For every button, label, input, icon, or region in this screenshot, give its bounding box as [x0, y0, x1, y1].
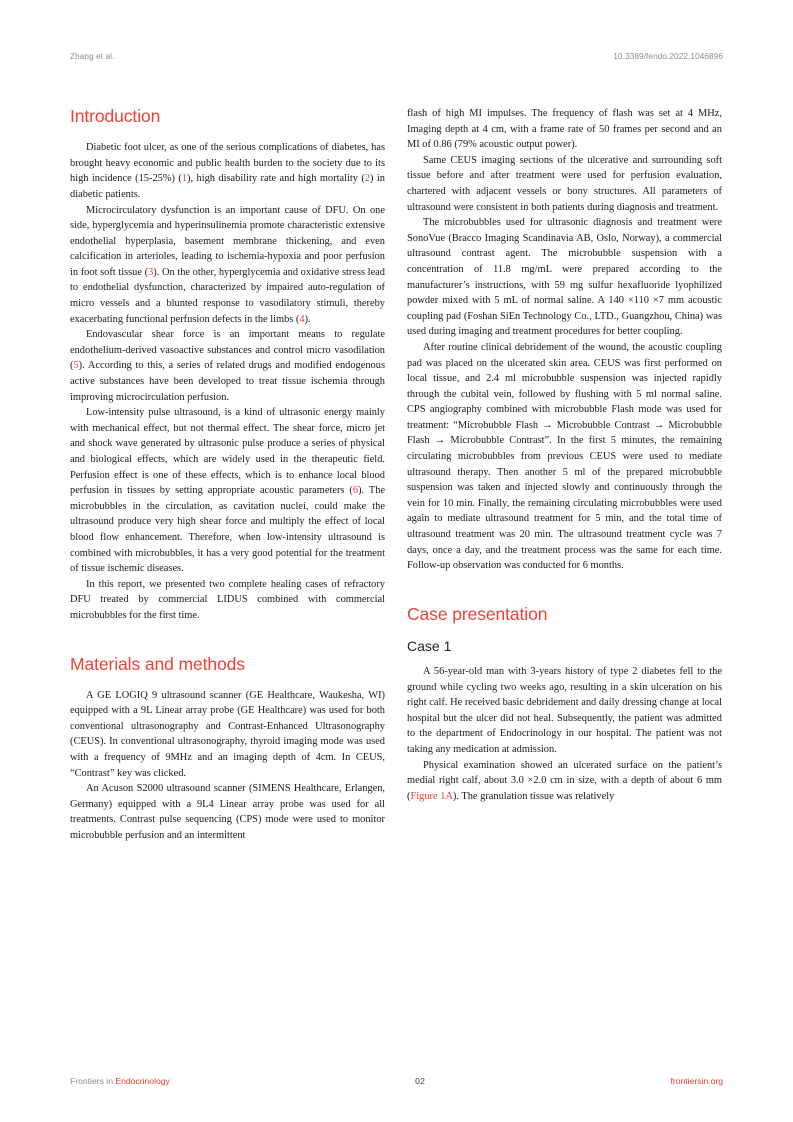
paragraph-text: ). — [304, 313, 311, 325]
paragraph-methods-4: The microbubbles used for ultrasonic diagnosis and treatment were SonoVue (Bracco Imaging Scandinavia AB, Oslo, Norway), a commercial ultrasound contrast agent. The microbubble suspension with a concentration of 11.8 mg/mL were prepared according to the manufacturer’s instructions, with 59 mg sulfur hexafluoride lyophilized powder mixed with 5 mL of normal saline. A 140 ×110 ×7 mm acoustic coupling pad (Foshan SiEn Technology Co., LTD., Guangzhou, China) was used during imaging and treatment procedures for better coupling. — [407, 217, 722, 338]
running-head-authors: Zhang et al. — [70, 52, 115, 61]
heading-materials-and-methods: Materials and methods — [70, 653, 245, 674]
paragraph-text: ), high disability rate and high mortality ( — [187, 173, 365, 185]
paragraph-methods-2: An Acuson S2000 ultrasound scanner (SIMENS Healthcare, Erlangen, Germany) equipped with a 9L4 Linear array probe was used for all treatments. Contrast pulse sequencing (CPS) mode were used to monitor microbubble perfusion and an intermittent — [70, 783, 385, 841]
paragraph-text: ). The granulation tissue was relatively — [452, 790, 615, 802]
footer-page-number: 02 — [415, 1076, 426, 1086]
paragraph-text: Microcirculatory dysfunction is an important cause of DFU. On one side, hyperglycemia and hyperinsulinemia promote characteristic extensive endothelial hyperplasia, basement membrane thickening, and even calcification in arterioles, leading to ischemia-hypoxia and poor perfusion in foot soft tissue ( — [70, 204, 385, 278]
running-head — [70, 52, 723, 66]
footer-website-link[interactable]: frontiersin.org — [670, 1076, 723, 1086]
paragraph-methods-5: After routine clinical debridement of the wound, the acoustic coupling pad was placed on the ulcerated skin area. CEUS was first performed on local tissue, and 2.4 ml microbubble suspension was injected rapidly through the cubital vein, followed by flushing with 5 ml normal saline. CPS angiography combined with microbubble Flash mode was used for treatment: “Microbubble Flash → Microbubble Contrast → Microbubble Flash → Microbubble Contrast”. In the first 5 minutes, the remaining circulating microbubbles from previous CEUS were used to mediate ultrasound therapy. Then another 5 ml of the prepared microbubble suspension was taken and injected slowly and continuously through the vein for 10 min. Finally, the remaining circulating microbubbles were used again to mediate ultrasound treatment for 5 min, and the total time of ultrasound treatment was 20 min. The ultrasound treatment cycle was 7 days, once a day, and the treatment process was the same for each time. Follow-up observation was conducted for 6 months. — [407, 341, 722, 572]
footer-journal-prefix: Frontiers in — [70, 1076, 113, 1086]
paragraph-text: ). The microbubbles in the circulation, as cavitation nuclei, could make the ultrasound produce very high shear force and multiply the effect of local blood flow enhancement. Therefore, when low-intensity ultrasound is combined with microbubbles, it has a very good potential for the treatment of tissue ischemic diseases. — [70, 485, 386, 575]
paragraph-text: ). On the other, hyperglycemia and oxidative stress lead to endothelial dysfunction, characterized by impaired auto-regulation of micro vessels and a blunted response to vasodilatory stimuli, thereby exacerbating functional perfusion defects in the limbs ( — [70, 266, 385, 325]
paragraph-case-2 — [407, 758, 722, 805]
paragraph-case-1: A 56-year-old man with 3-years history of type 2 diabetes fell to the ground while cycling two weeks ago, resulting in a skin ulceration on his right calf. He received basic debridement and daily dressing change at local hospital but the ulcer did not heal. Subsequently, the patient was admitted to the department of Endocrinology in our hospital. The patient was not taking any medication at admission. — [407, 666, 722, 755]
two-column-body — [70, 106, 723, 1016]
running-head-doi: 10.3389/fendo.2022.1046896 — [613, 52, 723, 61]
citation-link-6[interactable]: 6 — [352, 485, 359, 497]
paragraph-text: Low-intensity pulse ultrasound, is a kind of ultrasonic energy mainly with mechanical effect, but not thermal effect. The shear force, micro jet and shock wave generated by ultrasonic pulse produce a series of physical and biological effects, which are widely used in the therapeutic field. Perfusion effect is one of these effects, which is to enhance local blood perfusion in tissues by setting appropriate acoustic parameters ( — [70, 407, 385, 497]
paragraph-text: Diabetic foot ulcer, as one of the serious complications of diabetes, has brought heavy economic and public health burden to the society due to its high incidence (15-25%) ( — [70, 142, 385, 185]
heading-introduction: Introduction — [70, 106, 161, 126]
paragraph-intro-1 — [70, 140, 385, 202]
paragraph-text: ) in diabetic patients. — [70, 173, 385, 200]
paragraph-intro-5: In this report, we presented two complete healing cases of refractory DFU treated by commercial LIDUS combined with commercial microbubbles for the first time. — [70, 578, 385, 621]
citation-link-4[interactable]: 4 — [299, 313, 305, 325]
heading-case-presentation: Case presentation — [407, 603, 548, 624]
paragraph-methods-1: A GE LOGIQ 9 ultrasound scanner (GE Healthcare, Waukesha, WI) equipped with a 9L Linear array probe (GE Healthcare) was used for both conventional ultrasonography and Contrast-Enhanced Ultrasonography (CEUS). In conventional ultrasonography, thyroid imaging mode was used with a frequency of 9MHz and an imaging depth of 4cm. In CEUS, “Contrast” key was clicked. — [70, 689, 385, 779]
page-footer — [70, 1076, 723, 1090]
paragraph-text: Endovascular shear force is an important means to regulate endothelium-derived vasoactive substances and control micro vasodilation ( — [70, 329, 385, 372]
right-column — [407, 106, 722, 1016]
paragraph-text: Physical examination showed an ulcerated surface on the patient’s medial right calf, about 3.0 ×2.0 cm in size, with a depth of about 6 mm ( — [407, 759, 722, 802]
subheading-case-1: Case 1 — [407, 637, 452, 654]
paragraph-intro-4 — [70, 405, 385, 577]
footer-journal-name[interactable]: Endocrinology — [115, 1076, 170, 1086]
paragraph-text: ). According to this, a series of related drugs and modified endogenous active substances have been developed to treat tissue ischemia through improving microcirculation perfusion. — [70, 360, 385, 403]
paragraph-methods-3: Same CEUS imaging sections of the ulcerative and surrounding soft tissue before and after treatment were used for perfusion evaluation, chartered with adjacent vessels or bony structures. All parameters of ultrasound were consistent in both patients during diagnosis and treatment. — [407, 154, 722, 213]
citation-link-3[interactable]: 3 — [148, 266, 154, 278]
citation-link-1[interactable]: 1 — [181, 173, 188, 185]
left-column — [70, 106, 385, 1016]
footer-journal — [70, 1076, 170, 1086]
paragraph-methods-continued: flash of high MI impulses. The frequency of flash was set at 4 MHz, Imaging depth at 4 cm, with a frame rate of 50 frames per second and an MI of 0.86 (79% acoustic output power). — [407, 108, 722, 151]
figure-reference-link[interactable]: Figure 1A — [410, 790, 453, 802]
citation-link-2[interactable]: 2 — [364, 173, 371, 185]
citation-link-5[interactable]: 5 — [73, 360, 79, 372]
paragraph-intro-3 — [70, 327, 385, 405]
paragraph-intro-2 — [70, 203, 385, 328]
